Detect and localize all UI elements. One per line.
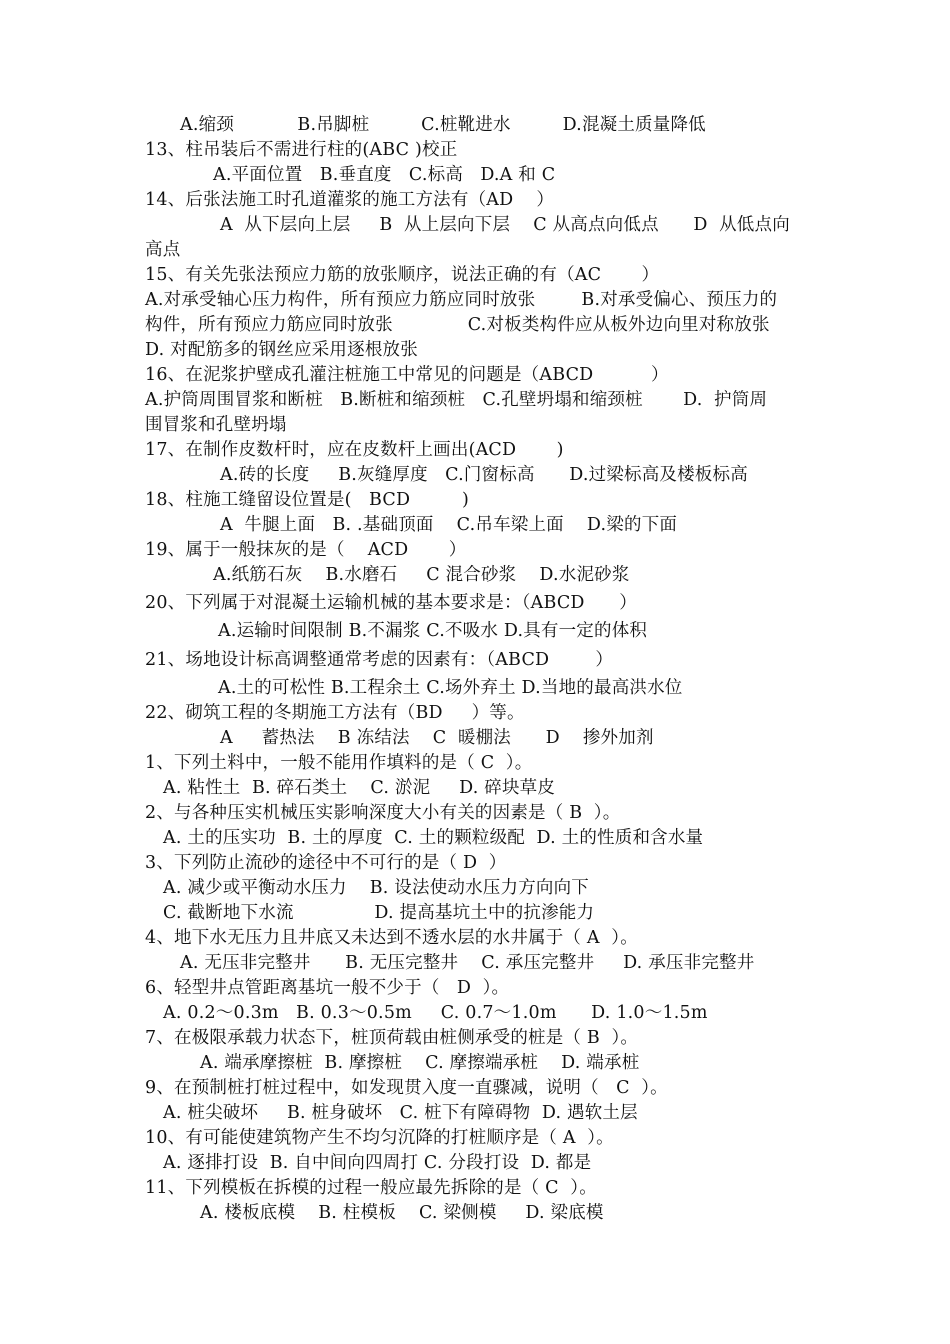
text-line: 18、柱施工缝留设位置是( BCD ): [145, 490, 470, 510]
text-line: A. 0.2～0.3m B. 0.3～0.5m C. 0.7～1.0m D. 1.0～1.5m: [163, 1003, 708, 1023]
text-line: A. 粘性土 B. 碎石类土 C. 淤泥 D. 碎块草皮: [163, 778, 556, 798]
text-line: A.纸筋石灰 B.水磨石 C 混合砂浆 D.水泥砂浆: [213, 565, 630, 585]
text-line: A.平面位置 B.垂直度 C.标高 D.A 和 C: [213, 165, 556, 185]
text-line: 9、在预制桩打桩过程中，如发现贯入度一直骤减，说明（ C ）。: [145, 1078, 668, 1098]
text-line: A.对承受轴心压力构件，所有预应力筋应同时放张 B.对承受偏心、预压力的: [145, 290, 778, 310]
text-line: 14、后张法施工时孔道灌浆的施工方法有（AD ）: [145, 190, 555, 210]
text-line: 21、场地设计标高调整通常考虑的因素有：（ABCD ）: [145, 650, 614, 670]
text-line: 高点: [145, 240, 181, 260]
text-line: A.砖的长度 B.灰缝厚度 C.门窗标高 D.过梁标高及楼板标高: [220, 465, 748, 485]
text-line: C. 截断地下水流 D. 提高基坑土中的抗渗能力: [163, 903, 595, 923]
text-line: 构件，所有预应力筋应同时放张 C.对板类构件应从板外边向里对称放张: [145, 315, 770, 335]
text-line: 2、与各种压实机械压实影响深度大小有关的因素是（ B ）。: [145, 803, 621, 823]
text-line: A.缩颈 B.吊脚桩 C.桩靴进水 D.混凝土质量降低: [180, 115, 706, 135]
text-line: 17、在制作皮数杆时，应在皮数杆上画出(ACD ): [145, 440, 564, 460]
text-line: A.护筒周围冒浆和断桩 B.断桩和缩颈桩 C.孔壁坍塌和缩颈桩 D. 护筒周: [145, 390, 768, 410]
text-line: 围冒浆和孔壁坍塌: [145, 415, 287, 435]
text-line: A. 端承摩擦桩 B. 摩擦桩 C. 摩擦端承桩 D. 端承桩: [200, 1053, 640, 1073]
text-line: 11、下列模板在拆模的过程一般应最先拆除的是（ C ）。: [145, 1178, 597, 1198]
text-line: A 蓄热法 B 冻结法 C 暖棚法 D 掺外加剂: [220, 728, 654, 748]
text-line: A. 无压非完整井 B. 无压完整井 C. 承压完整井 D. 承压非完整井: [180, 953, 755, 973]
text-line: A 牛腿上面 B. .基础顶面 C.吊车梁上面 D.梁的下面: [220, 515, 678, 535]
text-line: A.土的可松性 B.工程余土 C.场外弃土 D.当地的最高洪水位: [218, 678, 683, 698]
text-line: 20、下列属于对混凝土运输机械的基本要求是：（ABCD ）: [145, 593, 637, 613]
text-line: D. 对配筋多的钢丝应采用逐根放张: [145, 340, 418, 360]
text-line: 16、在泥浆护壁成孔灌注桩施工中常见的问题是（ABCD ）: [145, 365, 669, 385]
text-line: A. 楼板底模 B. 柱模板 C. 梁侧模 D. 梁底模: [200, 1203, 604, 1223]
text-line: A. 桩尖破坏 B. 桩身破坏 C. 桩下有障碍物 D. 遇软土层: [163, 1103, 638, 1123]
text-line: A. 减少或平衡动水压力 B. 设法使动水压力方向向下: [163, 878, 589, 898]
text-line: 13、柱吊装后不需进行柱的(ABC )校正: [145, 140, 458, 160]
text-line: 15、有关先张法预应力筋的放张顺序，说法正确的有（AC ）: [145, 265, 660, 285]
text-line: A 从下层向上层 B 从上层向下层 C 从高点向低点 D 从低点向: [220, 215, 790, 235]
text-line: 1、下列土料中，一般不能用作填料的是（ C ）。: [145, 753, 533, 773]
text-line: 22、砌筑工程的冬期施工方法有（BD ）等。: [145, 703, 525, 723]
text-line: A. 逐排打设 B. 自中间向四周打 C. 分段打设 D. 都是: [163, 1153, 592, 1173]
text-line: 3、下列防止流砂的途径中不可行的是（ D ）: [145, 853, 507, 873]
text-line: 6、轻型井点管距离基坑一般不少于（ D ）。: [145, 978, 510, 998]
text-line: 19、属于一般抹灰的是（ ACD ）: [145, 540, 467, 560]
text-line: 7、在极限承载力状态下，桩顶荷载由桩侧承受的桩是（ B ）。: [145, 1028, 639, 1048]
text-line: A.运输时间限制 B.不漏浆 C.不吸水 D.具有一定的体积: [218, 621, 648, 641]
text-line: 10、有可能使建筑物产生不均匀沉降的打桩顺序是（ A ）。: [145, 1128, 614, 1148]
text-line: A. 土的压实功 B. 土的厚度 C. 土的颗粒级配 D. 土的性质和含水量: [163, 828, 704, 848]
text-line: 4、地下水无压力且井底又未达到不透水层的水井属于（ A ）。: [145, 928, 638, 948]
